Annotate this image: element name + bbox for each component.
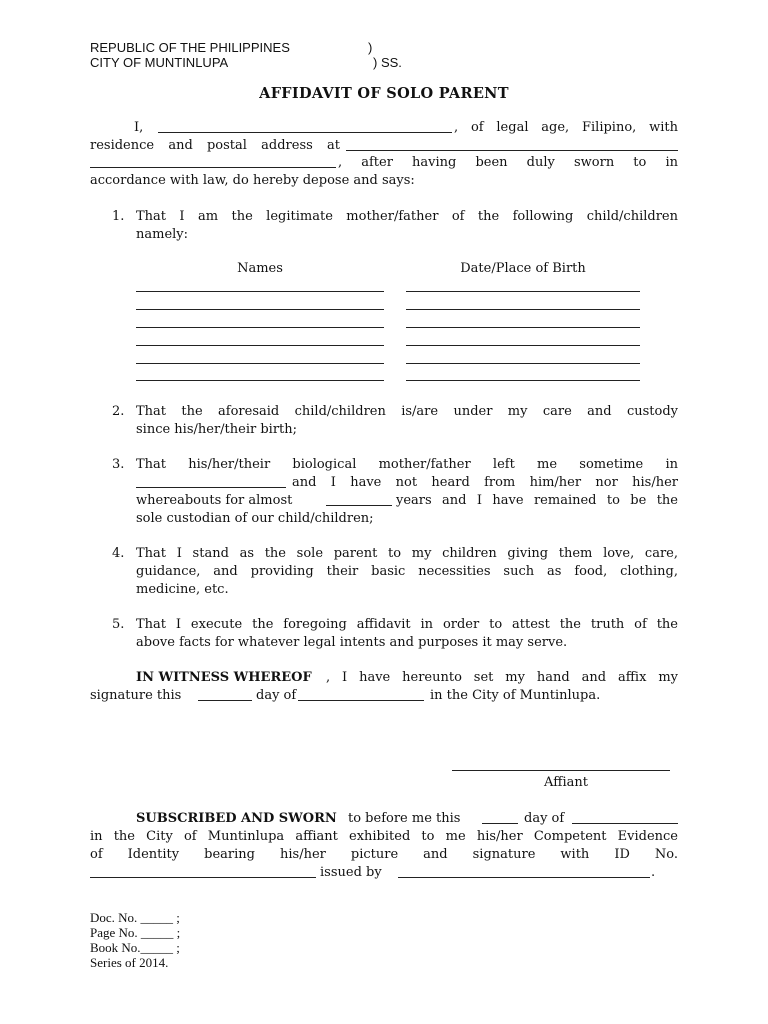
item-3-line2: and I have not heard from him/her nor his/her xyxy=(292,475,678,490)
item-4-line1: That I stand as the sole parent to my children giving them love, care, xyxy=(136,546,678,561)
notary-book-no: Book No._____ ; xyxy=(90,940,180,955)
column-birth-header: Date/Place of Birth xyxy=(460,261,586,276)
address-blank-1[interactable] xyxy=(346,150,678,151)
header-paren: ) xyxy=(368,40,373,55)
intro-line3-end: , after having been duly sworn to in xyxy=(338,155,678,170)
affiant-signature-line[interactable] xyxy=(452,770,670,771)
notary-series: Series of 2014. xyxy=(90,955,169,970)
item-2-line2: since his/her/their birth; xyxy=(136,422,298,437)
sworn-before-me: to before me this xyxy=(348,811,461,826)
witness-city: in the City of Muntinlupa. xyxy=(430,688,601,703)
document-title: AFFIDAVIT OF SOLO PARENT xyxy=(259,85,509,102)
witness-day-blank[interactable] xyxy=(198,700,252,701)
sworn-line3: of Identity bearing his/her picture and signature with ID No. xyxy=(90,847,678,862)
child-birth-blank-4[interactable] xyxy=(406,345,640,346)
item-4-line3: medicine, etc. xyxy=(136,582,229,597)
item-1-line1: That I am the legitimate mother/father of the following child/children xyxy=(136,209,678,224)
child-name-blank-3[interactable] xyxy=(136,327,384,328)
id-number-blank[interactable] xyxy=(90,877,316,878)
intro-line1-end: , of legal age, Filipino, with xyxy=(454,120,678,135)
witness-day-of: day of xyxy=(256,688,297,703)
name-blank[interactable] xyxy=(158,132,452,133)
child-birth-blank-3[interactable] xyxy=(406,327,640,328)
sworn-day-blank[interactable] xyxy=(482,823,518,824)
child-name-blank-4[interactable] xyxy=(136,345,384,346)
child-birth-blank-6[interactable] xyxy=(406,380,640,381)
sworn-line2: in the City of Muntinlupa affiant exhibited to me his/her Competent Evidence xyxy=(90,829,678,844)
item-1-number: 1. xyxy=(112,209,125,224)
child-name-blank-1[interactable] xyxy=(136,291,384,292)
witness-month-blank[interactable] xyxy=(298,700,424,701)
witness-heading: IN WITNESS WHEREOF xyxy=(136,670,312,685)
affiant-label: Affiant xyxy=(544,775,588,790)
notary-page-no: Page No. _____ ; xyxy=(90,925,181,940)
notary-doc-no: Doc. No. _____ ; xyxy=(90,910,180,925)
child-name-blank-6[interactable] xyxy=(136,380,384,381)
issued-by-blank[interactable] xyxy=(398,877,650,878)
intro-line4: accordance with law, do hereby depose and says: xyxy=(90,173,415,188)
item-4-line2: guidance, and providing their basic necessities such as food, clothing, xyxy=(136,564,678,579)
sworn-day-of: day of xyxy=(524,811,565,826)
item-5-number: 5. xyxy=(112,617,125,632)
column-names-header: Names xyxy=(237,261,283,276)
item-5-line1: That I execute the foregoing affidavit in order to attest the truth of the xyxy=(136,617,678,632)
item-2-number: 2. xyxy=(112,404,125,419)
item-5-line2: above facts for whatever legal intents and purposes it may serve. xyxy=(136,635,568,650)
left-date-blank[interactable] xyxy=(136,487,286,488)
child-name-blank-5[interactable] xyxy=(136,363,384,364)
header-ss: ) SS. xyxy=(373,55,402,70)
item-3-line4: sole custodian of our child/children; xyxy=(136,511,374,526)
sworn-heading: SUBSCRIBED AND SWORN xyxy=(136,811,337,826)
header-republic: REPUBLIC OF THE PHILIPPINES xyxy=(90,40,290,55)
sworn-period: . xyxy=(651,865,656,880)
witness-line1-rest: , I have hereunto set my hand and affix my xyxy=(326,670,678,685)
years-blank[interactable] xyxy=(326,505,392,506)
address-blank-2[interactable] xyxy=(90,167,336,168)
item-4-number: 4. xyxy=(112,546,125,561)
sworn-issued-by: issued by xyxy=(320,865,382,880)
intro-line2: residence and postal address at xyxy=(90,138,340,153)
sworn-month-blank[interactable] xyxy=(572,823,678,824)
item-3-line3-start: whereabouts for almost xyxy=(136,493,293,508)
item-2-line1: That the aforesaid child/children is/are under my care and custody xyxy=(136,404,678,419)
item-3-number: 3. xyxy=(112,457,125,472)
child-birth-blank-1[interactable] xyxy=(406,291,640,292)
child-birth-blank-2[interactable] xyxy=(406,309,640,310)
item-1-line2: namely: xyxy=(136,227,189,242)
child-name-blank-2[interactable] xyxy=(136,309,384,310)
child-birth-blank-5[interactable] xyxy=(406,363,640,364)
header-city: CITY OF MUNTINLUPA xyxy=(90,55,229,70)
item-3-line3-end: years and I have remained to be the xyxy=(396,493,678,508)
witness-signature-this: signature this xyxy=(90,688,182,703)
item-3-line1: That his/her/their biological mother/father left me sometime in xyxy=(136,457,678,472)
intro-i: I, xyxy=(134,120,144,135)
